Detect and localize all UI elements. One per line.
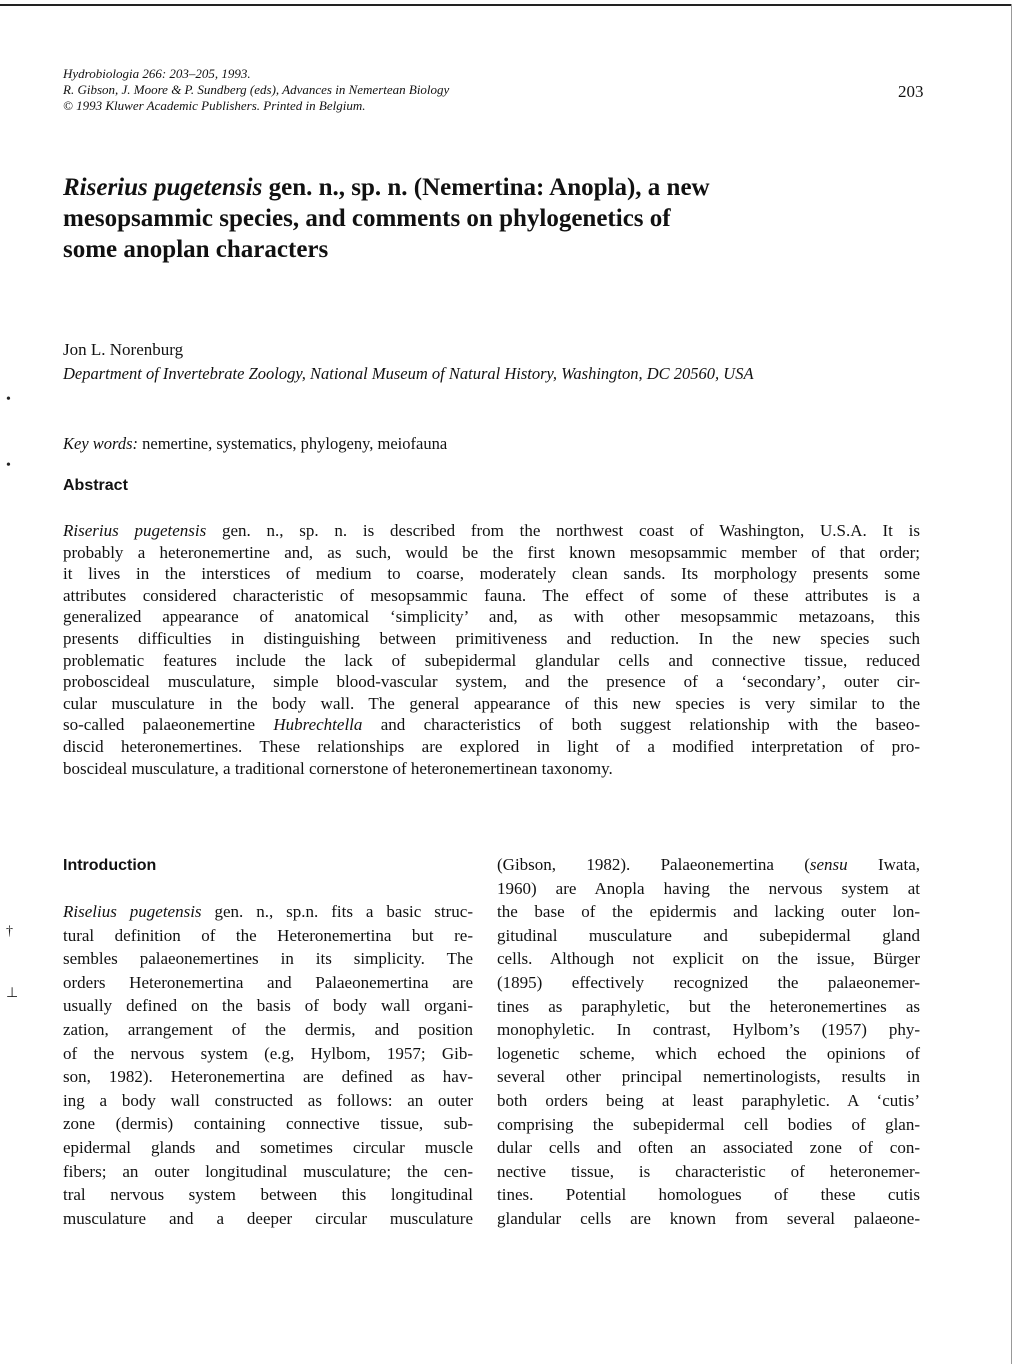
text-span: Iwata, [847, 855, 920, 874]
text-span: several other principal nemertinologists, results in [497, 1067, 920, 1087]
text-span: comprising the subepidermal cell bodies of glan- [497, 1114, 920, 1134]
italic-text: Riselius pugetensis [63, 902, 202, 921]
title-line2: mesopsammic species, and comments on phylogenetics of [63, 205, 671, 232]
paper-title [63, 172, 923, 265]
text-line [63, 629, 920, 649]
text-span: both orders being at least paraphyletic. A ‘cutis’ [497, 1091, 920, 1110]
introduction-heading: Introduction [63, 857, 157, 874]
text-span: orders Heteronemertina and Palaeonemertina are [63, 972, 473, 992]
text-span: presents difficulties in distinguishing between primitiveness and reduction. In the new species such [63, 629, 920, 648]
text-line [63, 651, 920, 671]
text-span: the base of the epidermis and lacking outer lon- [497, 902, 920, 922]
text-line [63, 737, 920, 757]
text-span: cells. Although not explicit on the issue, Bürger [497, 949, 920, 969]
text-line [63, 715, 920, 735]
text-line [63, 996, 473, 1016]
text-line [497, 949, 920, 969]
text-span: proboscideal musculature, simple blood-vascular system, and the presence of a ‘secondary’, outer cir- [63, 672, 920, 692]
editors-line: R. Gibson, J. Moore & P. Sundberg (eds), Advances in Nemertean Biology [63, 82, 450, 97]
text-span: gen. n., sp.n. fits a basic struc- [201, 902, 473, 921]
text-line [63, 1044, 473, 1064]
text-line [63, 949, 473, 969]
scan-mark: † [6, 924, 13, 939]
text-line [63, 564, 920, 584]
page-number: 203 [898, 82, 924, 101]
scan-mark: ⊥ [6, 986, 19, 1001]
text-line [63, 521, 920, 541]
text-line [63, 1162, 473, 1182]
title-line1: gen. n., sp. n. (Nemertina: Anopla), a new [262, 174, 710, 201]
text-span: logenetic scheme, which echoed the opinions of [497, 1043, 920, 1063]
keywords-label: Key words: [63, 434, 139, 453]
text-span: glandular cells are known from several palaeone- [497, 1209, 920, 1228]
italic-text: sensu [809, 855, 848, 874]
text-span: tines. Potential homologues of these cutis [497, 1185, 920, 1205]
text-line [63, 1185, 473, 1205]
text-span: gen. n., sp. n. is described from the northwest coast of Washington, U.S.A. It is [206, 521, 920, 540]
text-span: problematic features include the lack of subepidermal glandular cells and connective tissue, reduced [63, 650, 920, 670]
text-span: probably a heteronemertine and, as such, would be the first known mesopsammic member of that order; [63, 542, 920, 562]
text-line [63, 1091, 473, 1111]
text-span: 1960) are Anopla having the nervous system at [497, 878, 920, 898]
title-line3: some anoplan characters [63, 236, 329, 263]
title-species: Riserius pugetensis [63, 174, 263, 201]
text-span: generalized appearance of anatomical ‘simplicity’ and, as with other mesopsammic metazoans, this [63, 607, 920, 627]
keywords-value: nemertine, systematics, phylogeny, meiofauna [138, 434, 448, 453]
text-line [497, 1067, 920, 1087]
scan-right-edge [1011, 4, 1012, 1364]
text-span: discid heteronemertines. These relationships are explored in light of a modified interpretation of pro- [63, 737, 920, 756]
text-line [497, 997, 920, 1017]
text-span: so-called palaeonemertine [63, 715, 274, 735]
text-line [497, 1209, 920, 1229]
text-span: fibers; an outer longitudinal musculature; the cen- [63, 1161, 473, 1181]
text-line [497, 879, 920, 899]
text-span: son, 1982). Heteronemertina are defined as hav- [63, 1067, 473, 1087]
text-line [63, 672, 920, 692]
author-affiliation: Department of Invertebrate Zoology, National Museum of Natural History, Washington, DC 20560, USA [63, 364, 754, 383]
text-line [497, 1044, 920, 1064]
scan-mark: • [6, 458, 11, 473]
text-line [497, 1115, 920, 1135]
text-span: nective tissue, is characteristic of heteronemer- [497, 1161, 920, 1181]
text-line [63, 1209, 473, 1229]
text-span: tines as paraphyletic, but the heteronemertines as [497, 996, 920, 1016]
text-span: epidermal glands and sometimes circular muscle [63, 1138, 473, 1157]
text-line [63, 973, 473, 993]
text-line [497, 1091, 920, 1111]
text-span: zation, arrangement of the dermis, and position [63, 1020, 473, 1039]
text-line [497, 855, 920, 875]
text-line [497, 1020, 920, 1040]
keywords [63, 434, 447, 454]
text-span: boscideal musculature, a traditional cornerstone of heteronemertinean taxonomy. [63, 758, 613, 778]
text-line [497, 1185, 920, 1205]
text-line [63, 902, 473, 922]
text-span: usually defined on the basis of body wall organi- [63, 996, 473, 1016]
scan-mark: • [6, 392, 11, 407]
text-line [63, 694, 920, 714]
text-line [497, 902, 920, 922]
copyright-line: © 1993 Kluwer Academic Publishers. Printed in Belgium. [63, 98, 366, 113]
text-line [497, 1162, 920, 1182]
text-span: zone (dermis) containing connective tissue, sub- [63, 1114, 473, 1134]
text-line [63, 543, 920, 563]
text-span: (1895) effectively recognized the palaeonemer- [497, 973, 920, 992]
text-span: tural definition of the Heteronemertina but re- [63, 925, 473, 945]
journal-citation: Hydrobiologia 266: 203–205, 1993. [63, 66, 251, 81]
text-span: attributes considered characteristic of mesopsammic fauna. The effect of some of these attributes is a [63, 585, 920, 605]
text-span: cular musculature in the body wall. The general appearance of this new species is very similar to the [63, 693, 920, 713]
text-span: (Gibson, 1982). Palaeonemertina ( [497, 855, 810, 874]
text-span: ing a body wall constructed as follows: an outer [63, 1090, 473, 1110]
text-line [63, 586, 920, 606]
text-span: it lives in the interstices of medium to coarse, moderately clean sands. Its morphology presents some [63, 564, 920, 584]
scan-top-border [0, 4, 1012, 6]
text-span: and characteristics of both suggest relationship with the baseo- [362, 715, 920, 735]
text-span: monophyletic. In contrast, Hylbom’s (1957) phy- [497, 1020, 920, 1040]
text-line [63, 1138, 473, 1158]
text-line [497, 926, 920, 946]
text-line [497, 1138, 920, 1158]
text-span: sembles palaeonemertines in its simplicity. The [63, 949, 473, 969]
text-span: tral nervous system between this longitudinal [63, 1185, 473, 1205]
italic-text: Riserius pugetensis [63, 521, 207, 540]
text-line [63, 1114, 473, 1134]
text-span: of the nervous system (e.g, Hylbom, 1957; Gib- [63, 1043, 473, 1063]
text-span: musculature and a deeper circular musculature [63, 1208, 473, 1228]
author-name: Jon L. Norenburg [63, 340, 184, 359]
text-line [63, 1020, 473, 1040]
text-line [497, 973, 920, 993]
text-span: dular cells and often an associated zone of con- [497, 1138, 920, 1158]
italic-text: Hubrechtella [273, 715, 363, 735]
text-line [63, 607, 920, 627]
text-line [63, 1067, 473, 1087]
text-line [63, 759, 920, 779]
abstract-heading: Abstract [63, 477, 128, 494]
text-span: gitudinal musculature and subepidermal gland [497, 925, 920, 945]
text-line [63, 926, 473, 946]
